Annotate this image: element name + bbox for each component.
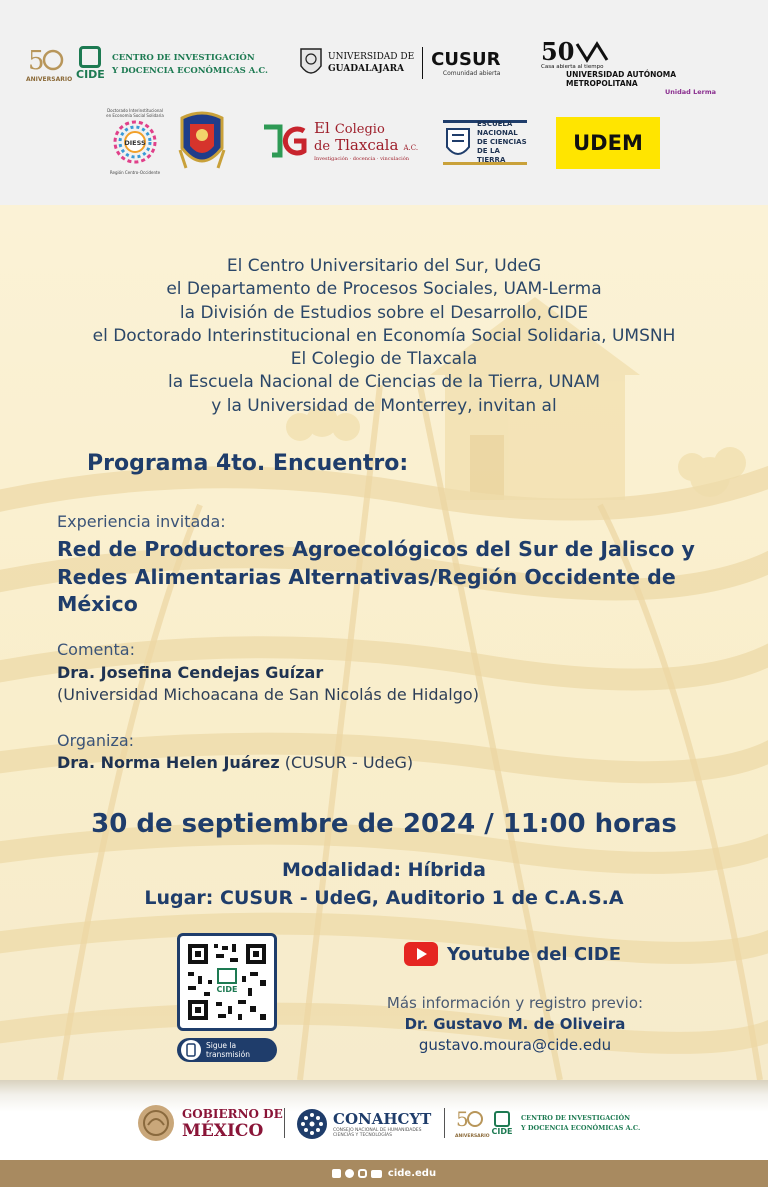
contact-block bbox=[360, 993, 670, 1055]
organizer-label: Organiza: bbox=[57, 731, 135, 750]
diess-label: DIESS bbox=[124, 139, 146, 147]
institutions-list bbox=[0, 255, 768, 418]
institution-line: El Colegio de Tlaxcala bbox=[290, 349, 478, 370]
udem-logo[interactable] bbox=[556, 117, 660, 169]
contact-name: Dr. Gustavo M. de Oliveira bbox=[404, 1015, 626, 1033]
organizer-affiliation: (CUSUR - UdeG) bbox=[284, 753, 414, 772]
diess-flower-icon bbox=[106, 118, 164, 166]
uam-unit: Unidad Lerma bbox=[664, 88, 716, 96]
youtube-small-icon[interactable] bbox=[371, 1170, 382, 1178]
svg-text:5: 5 bbox=[28, 46, 45, 76]
phone-icon bbox=[180, 1039, 202, 1061]
enct-line3: DE CIENCIAS bbox=[477, 138, 527, 146]
instagram-icon[interactable] bbox=[358, 1169, 367, 1178]
institution-line: la Escuela Nacional de Ciencias de la Tierra, UNAM bbox=[167, 372, 601, 393]
institution-line: el Doctorado Interinstitucional en Economía Social Solidaria, UMSNH bbox=[92, 325, 676, 346]
cide-name-line1: CENTRO DE INVESTIGACIÓN bbox=[112, 53, 255, 63]
tlaxcala-ac: A.C. bbox=[403, 143, 419, 152]
youtube-link[interactable] bbox=[404, 942, 621, 966]
uam-lerma-logo[interactable] bbox=[541, 37, 716, 96]
partner-logo-bar bbox=[0, 0, 768, 205]
conahcyt-sub1: CONSEJO NACIONAL DE HUMANIDADES bbox=[333, 1128, 422, 1133]
udg-shield-icon bbox=[298, 46, 324, 80]
organizer-name: Dra. Norma Helen Juárez bbox=[57, 753, 280, 772]
footer-divider bbox=[444, 1108, 445, 1138]
qr-code[interactable] bbox=[177, 933, 277, 1031]
anniversary-label: ANIVERSARIO bbox=[455, 1134, 490, 1139]
conahcyt-logo[interactable] bbox=[296, 1106, 431, 1142]
diess-bottom-label: Región Centro-Occidente bbox=[109, 170, 161, 175]
social-bar bbox=[0, 1160, 768, 1187]
follow-stream-label: Sigue la transmisión bbox=[206, 1041, 251, 1059]
tlaxcala-colegio: Colegio bbox=[334, 121, 385, 137]
twitter-icon[interactable] bbox=[345, 1169, 354, 1178]
tlaxcala-name: Tlaxcala bbox=[335, 135, 399, 154]
footer-cide-logo[interactable] bbox=[455, 1104, 640, 1142]
footer-divider bbox=[284, 1108, 285, 1138]
tlaxcala-spiral-icon bbox=[260, 121, 312, 161]
cide-name-line2: Y DOCENCIA ECONÓMICAS A.C. bbox=[112, 66, 268, 76]
tlaxcala-de: de bbox=[314, 138, 331, 154]
udg-line2: GUADALAJARA bbox=[328, 64, 405, 74]
gobierno-line2: MÉXICO bbox=[182, 1121, 264, 1141]
conahcyt-wordmark: CONAHCYT bbox=[333, 1110, 432, 1128]
institution-line: y la Universidad de Monterrey, invitan al bbox=[211, 395, 557, 416]
footer-logo-bar bbox=[0, 1080, 768, 1160]
cusur-wordmark: CUSUR bbox=[431, 49, 501, 70]
facebook-icon[interactable] bbox=[332, 1169, 341, 1178]
enct-line1: ESCUELA bbox=[477, 120, 513, 128]
gobierno-mexico-logo[interactable] bbox=[136, 1102, 283, 1144]
cide-name-line2: Y DOCENCIA ECONÓMICAS A.C. bbox=[521, 1124, 641, 1132]
udem-wordmark: UDEM bbox=[573, 131, 643, 155]
contact-email[interactable]: gustavo.moura@cide.edu bbox=[418, 1036, 612, 1054]
qr-pattern bbox=[180, 936, 274, 1028]
cide-50-anniversary-icon bbox=[455, 1106, 490, 1140]
logo-divider bbox=[422, 47, 423, 79]
mexico-eagle-seal-icon bbox=[136, 1103, 176, 1143]
experience-title: Red de Productores Agroecológicos del Sur de Jalisco y Redes Alimentarias Alternativas/Región Occidente de México bbox=[57, 537, 695, 616]
cide-short-label: CIDE bbox=[491, 1126, 513, 1136]
svg-text:50: 50 bbox=[541, 37, 575, 66]
tlaxcala-tagline: Investigación · docencia · vinculación bbox=[314, 155, 409, 162]
commentator-affiliation: (Universidad Michoacana de San Nicolás de Hidalgo) bbox=[57, 685, 479, 704]
anniversary-label: ANIVERSARIO bbox=[26, 76, 73, 83]
svg-text:5: 5 bbox=[456, 1107, 469, 1131]
gobierno-line1: GOBIERNO DE bbox=[182, 1107, 283, 1121]
tlaxcala-el: El bbox=[314, 118, 330, 137]
event-place: Lugar: CUSUR - UdeG, Auditorio 1 de C.A.S.A bbox=[144, 887, 624, 909]
cusur-tagline: Comunidad abierta bbox=[442, 70, 501, 77]
organizer-line bbox=[57, 753, 413, 772]
uam-tagline: Casa abierta al tiempo bbox=[541, 64, 604, 70]
institution-line: la División de Estudios sobre el Desarrollo, CIDE bbox=[179, 302, 589, 323]
diess-top-label: Doctorado Interinstitucional en Economía Social Solidaria bbox=[106, 108, 164, 118]
contact-info-label: Más información y registro previo: bbox=[386, 994, 644, 1012]
diess-logo[interactable] bbox=[106, 108, 164, 178]
website-link[interactable]: cide.edu bbox=[387, 1168, 437, 1179]
follow-stream-button[interactable] bbox=[177, 1038, 277, 1062]
umsnh-crest-icon bbox=[176, 110, 228, 174]
cide-logo[interactable] bbox=[26, 45, 271, 85]
youtube-label: Youtube del CIDE bbox=[447, 943, 622, 965]
experience-label: Experiencia invitada: bbox=[57, 512, 226, 531]
uam-50-icon bbox=[541, 38, 611, 64]
institution-line: el Departamento de Procesos Sociales, UAM-Lerma bbox=[166, 279, 602, 300]
enct-line4: DE LA TIERRA bbox=[477, 147, 506, 164]
cide-short-label: CIDE bbox=[76, 68, 105, 81]
program-heading: Programa 4to. Encuentro: bbox=[87, 451, 409, 476]
umsnh-crest-logo[interactable] bbox=[176, 110, 228, 174]
cide-name-line1: CENTRO DE INVESTIGACIÓN bbox=[521, 1114, 631, 1122]
youtube-icon bbox=[404, 942, 438, 966]
conahcyt-dots-icon bbox=[296, 1108, 328, 1140]
conahcyt-sub2: CIENCIAS Y TECNOLOGÍAS bbox=[333, 1133, 392, 1138]
enct-unam-logo[interactable] bbox=[443, 120, 527, 165]
uam-name: UNIVERSIDAD AUTÓNOMA METROPOLITANA bbox=[566, 70, 676, 88]
comment-label: Comenta: bbox=[57, 640, 135, 659]
unam-shield-icon bbox=[443, 125, 473, 161]
cide-square-icon bbox=[494, 1111, 510, 1127]
qr-center-label: CIDE bbox=[216, 985, 238, 994]
event-mode: Modalidad: Híbrida bbox=[282, 859, 486, 881]
institution-line: El Centro Universitario del Sur, UdeG bbox=[226, 256, 542, 276]
cide-mark bbox=[76, 46, 104, 84]
udg-cusur-logo[interactable] bbox=[298, 44, 508, 82]
commentator-name: Dra. Josefina Cendejas Guízar bbox=[57, 663, 324, 682]
cide-50-anniversary-icon bbox=[26, 45, 73, 85]
enct-line2: NACIONAL bbox=[477, 129, 518, 137]
udg-line1: UNIVERSIDAD DE bbox=[328, 52, 415, 62]
cide-square-icon bbox=[79, 46, 101, 68]
colegio-tlaxcala-logo[interactable] bbox=[260, 120, 425, 162]
event-datetime: 30 de septiembre de 2024 / 11:00 horas bbox=[91, 809, 677, 839]
